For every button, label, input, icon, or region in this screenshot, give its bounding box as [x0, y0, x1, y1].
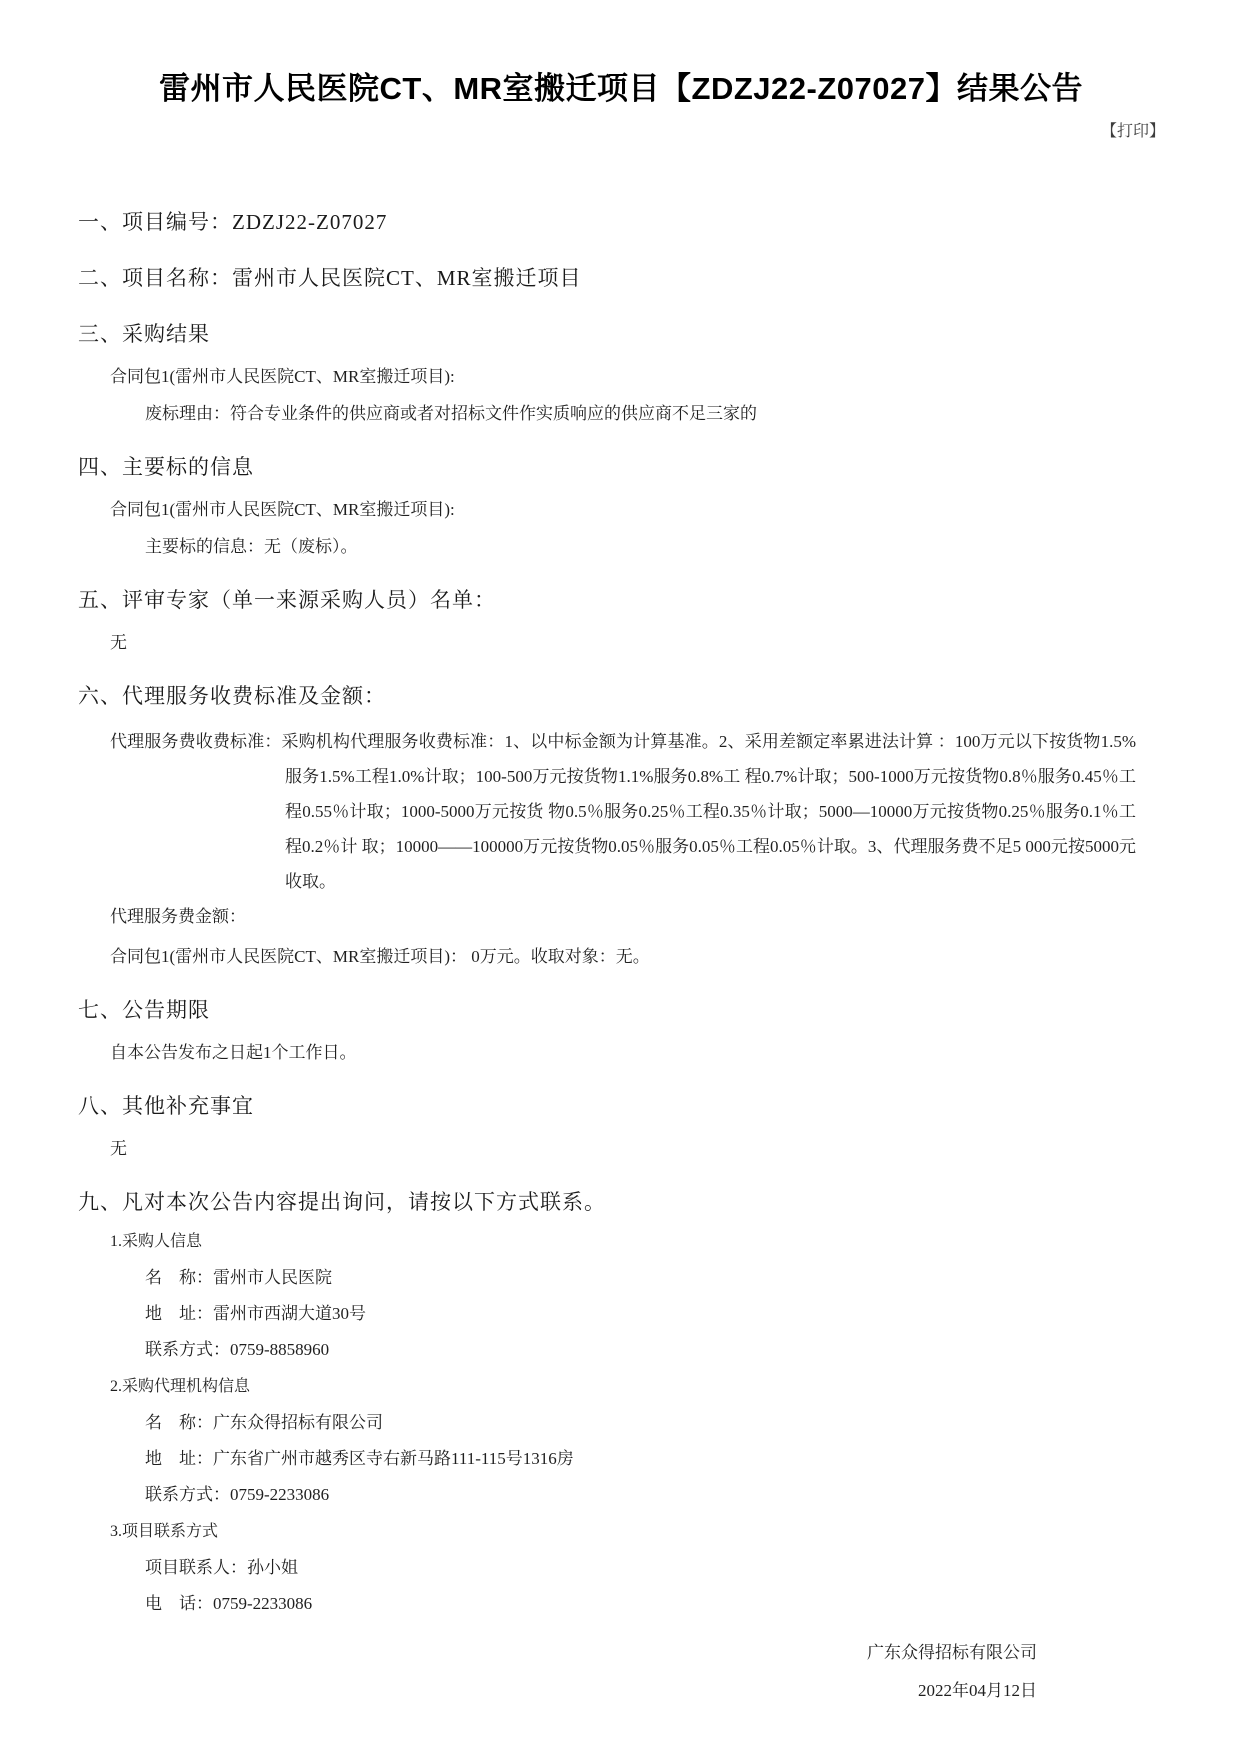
section-contact-heading: 九、凡对本次公告内容提出询问，请按以下方式联系。	[78, 1190, 606, 1214]
section-procurement-result-heading: 三、采购结果	[78, 322, 210, 346]
main-subject-detail-line: 主要标的信息：无（废标）。	[145, 537, 358, 556]
purchaser-info-title: 1.采购人信息	[110, 1233, 203, 1250]
section-main-subject-heading: 四、主要标的信息	[78, 455, 254, 479]
agency-info-title: 2.采购代理机构信息	[110, 1378, 251, 1395]
section-other-matters-heading: 八、其他补充事宜	[78, 1094, 254, 1118]
signature-company: 广东众得招标有限公司	[867, 1643, 1037, 1662]
main-subject-package-line: 合同包1(雷州市人民医院CT、MR室搬迁项目):	[110, 500, 455, 519]
announcement-period-content: 自本公告发布之日起1个工作日。	[110, 1043, 357, 1062]
agency-fee-standard-paragraph	[110, 724, 1136, 899]
purchaser-name-line: 名 称：雷州市人民医院	[145, 1268, 332, 1287]
section-expert-list-heading: 五、评审专家（单一来源采购人员）名单：	[78, 588, 496, 612]
project-contact-title: 3.项目联系方式	[110, 1523, 219, 1540]
project-contact-person-line: 项目联系人：孙小姐	[145, 1558, 298, 1577]
section-project-name-heading: 二、项目名称：雷州市人民医院CT、MR室搬迁项目	[78, 266, 582, 290]
print-row	[0, 122, 1242, 142]
agency-fee-amount-line: 合同包1(雷州市人民医院CT、MR室搬迁项目)： 0万元。收取对象：无。	[110, 947, 650, 966]
print-button[interactable]: 【打印】	[1100, 123, 1165, 140]
agency-contact-line: 联系方式：0759-2233086	[145, 1485, 330, 1504]
agency-fee-standard-label: 代理服务费收费标准：	[110, 732, 282, 751]
other-matters-content: 无	[110, 1139, 127, 1158]
page-title: 雷州市人民医院CT、MR室搬迁项目【ZDZJ22-Z07027】结果公告	[159, 71, 1083, 106]
procurement-result-package-line: 合同包1(雷州市人民医院CT、MR室搬迁项目):	[110, 367, 455, 386]
section-agency-fee-heading: 六、代理服务收费标准及金额：	[78, 684, 386, 708]
purchaser-address-line: 地 址：雷州市西湖大道30号	[145, 1304, 366, 1323]
signature-block	[0, 1641, 1242, 1702]
section-announcement-period-heading: 七、公告期限	[78, 998, 210, 1022]
signature-date: 2022年04月12日	[918, 1681, 1037, 1700]
agency-name-line: 名 称：广东众得招标有限公司	[145, 1413, 383, 1432]
purchaser-contact-line: 联系方式：0759-8858960	[145, 1340, 330, 1359]
project-contact-phone-line: 电 话：0759-2233086	[145, 1594, 313, 1613]
bid-cancellation-reason-line: 废标理由：符合专业条件的供应商或者对招标文件作实质响应的供应商不足三家的	[145, 404, 757, 423]
agency-fee-amount-label: 代理服务费金额：	[110, 907, 246, 926]
section-project-number-heading: 一、项目编号：ZDZJ22-Z07027	[78, 210, 388, 234]
expert-list-content: 无	[110, 633, 127, 652]
agency-address-line: 地 址：广东省广州市越秀区寺右新马路111-115号1316房	[145, 1449, 574, 1468]
agency-fee-standard-text: 采购机构代理服务收费标准：1、以中标金额为计算基准。2、采用差额定率累进法计算 ：100万元以下按货物1.5%服务1.5%工程1.0%计取；100-500万元按货物1.1%服务0.8%工 程0.7%计取；500-1000万元按货物0.8％服务0.45％工程0.55％计取；1000-5000万元按货 物0.5％服务0.25％工程0.35％计取；5000—10000万元按货物0.25％服务0.1％工程0.2％计 取；10000——100000万元按货物0.05％服务0.05％工程0.05％计取。3、代理服务费不足5 000元按5000元收取。	[281, 732, 1136, 891]
